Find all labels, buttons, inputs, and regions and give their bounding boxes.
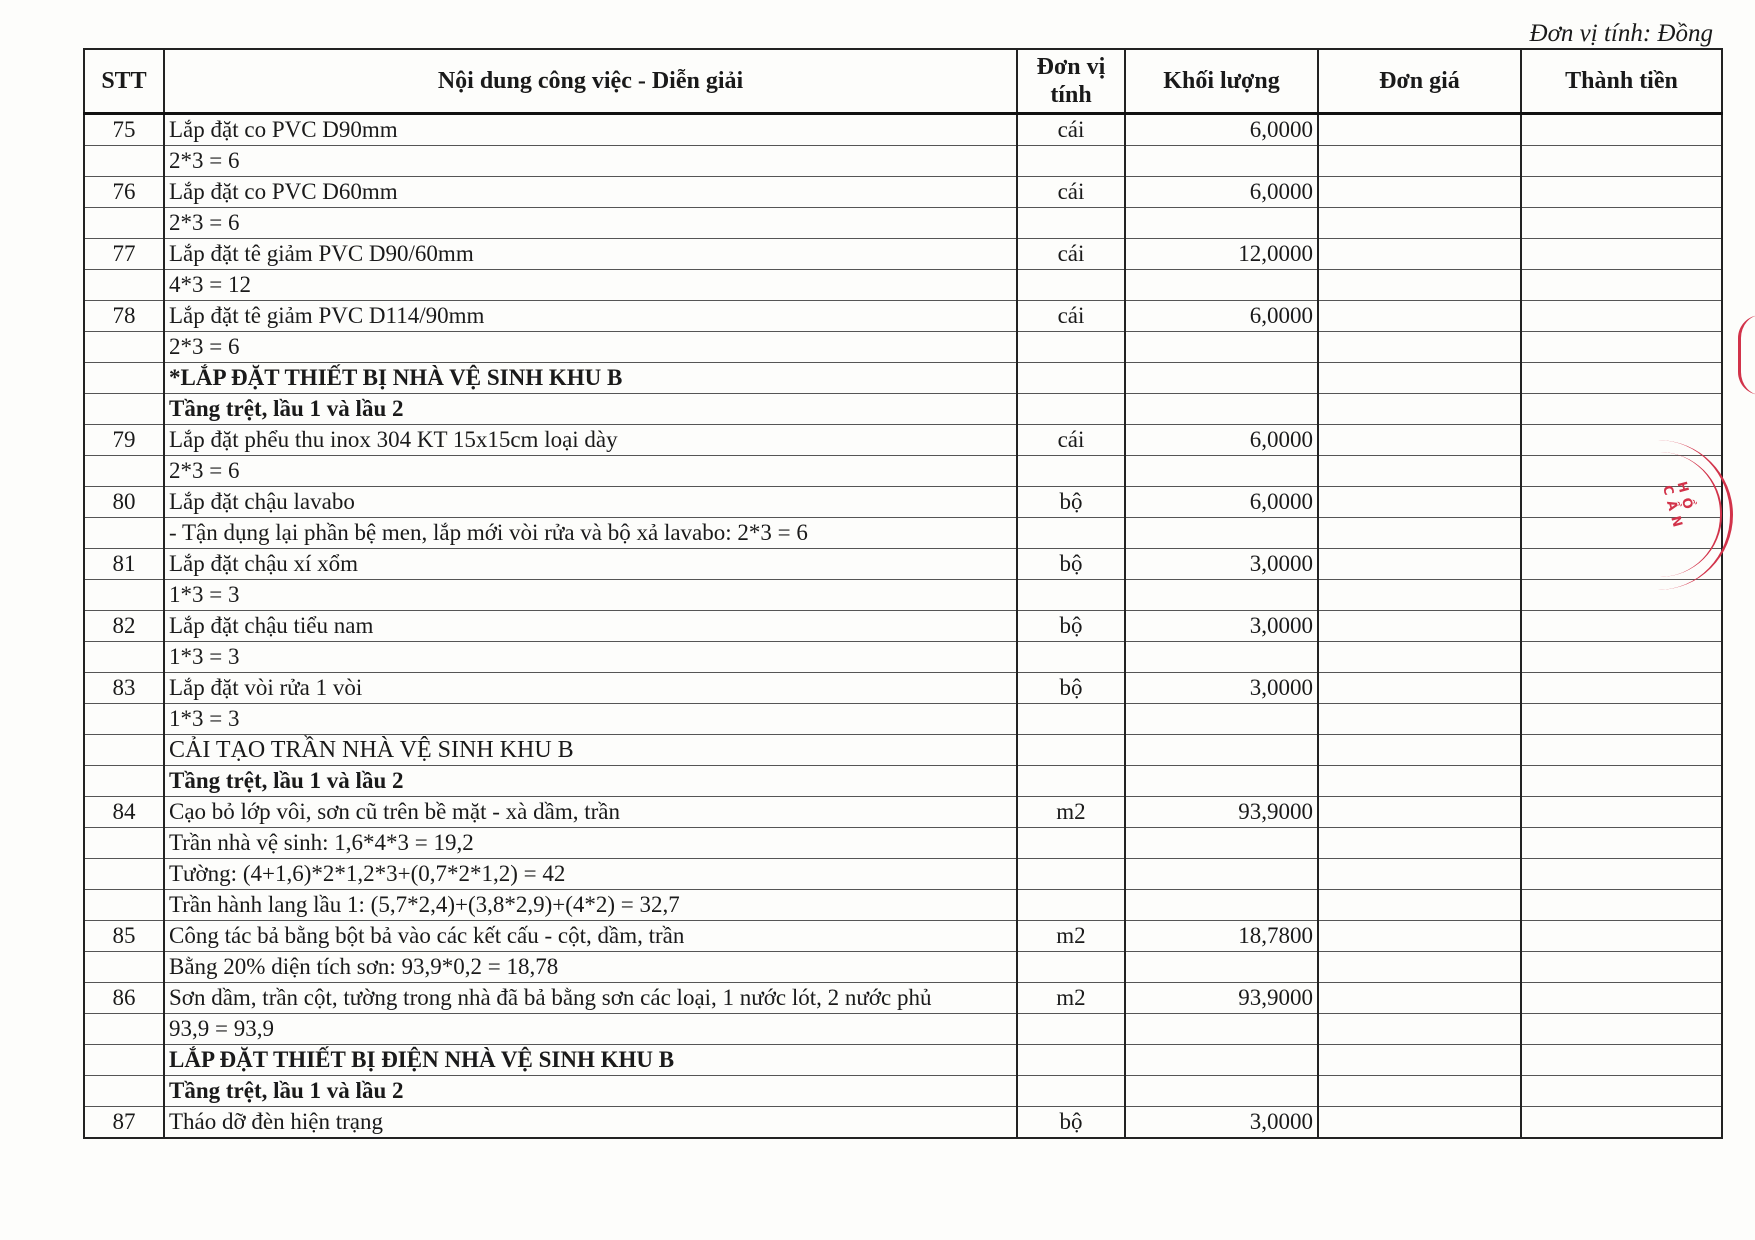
row-unit: [1017, 518, 1125, 549]
row-description: Tháo dỡ đèn hiện trạng: [164, 1107, 1017, 1139]
row-quantity: [1125, 1045, 1318, 1076]
table-row-calculation: [84, 952, 1722, 983]
row-description: 4*3 = 12: [164, 270, 1017, 301]
row-description: Tầng trệt, lầu 1 và lầu 2: [164, 766, 1017, 797]
row-quantity: [1125, 208, 1318, 239]
row-description: 2*3 = 6: [164, 332, 1017, 363]
row-unit-price: [1318, 797, 1521, 828]
row-unit-price: [1318, 177, 1521, 208]
table-row-section: [84, 1076, 1722, 1107]
row-unit: [1017, 828, 1125, 859]
table-row-calculation: [84, 146, 1722, 177]
table-row-item: [84, 425, 1722, 456]
row-stt: [84, 766, 164, 797]
row-description: 2*3 = 6: [164, 208, 1017, 239]
row-unit-price: [1318, 394, 1521, 425]
table-row-section: [84, 394, 1722, 425]
row-amount: [1521, 952, 1722, 983]
row-unit: cái: [1017, 425, 1125, 456]
row-amount: [1521, 208, 1722, 239]
row-unit-price: [1318, 239, 1521, 270]
table-row-calculation: [84, 456, 1722, 487]
row-description: Lắp đặt co PVC D90mm: [164, 114, 1017, 146]
row-stt: 87: [84, 1107, 164, 1139]
row-quantity: [1125, 766, 1318, 797]
row-quantity: 6,0000: [1125, 487, 1318, 518]
row-stt: [84, 952, 164, 983]
row-stt: [84, 642, 164, 673]
row-unit-price: [1318, 704, 1521, 735]
table-row-calculation: [84, 580, 1722, 611]
row-description: CẢI TẠO TRẦN NHÀ VỆ SINH KHU B: [164, 735, 1017, 766]
row-amount: [1521, 890, 1722, 921]
row-unit: [1017, 642, 1125, 673]
table-row-item: [84, 114, 1722, 146]
row-unit-price: [1318, 270, 1521, 301]
row-description: Lắp đặt tê giảm PVC D114/90mm: [164, 301, 1017, 332]
row-unit: [1017, 394, 1125, 425]
row-stt: [84, 1076, 164, 1107]
row-unit: [1017, 1014, 1125, 1045]
row-quantity: [1125, 1076, 1318, 1107]
row-description: Cạo bỏ lớp vôi, sơn cũ trên bề mặt - xà dầm, trần: [164, 797, 1017, 828]
row-unit: cái: [1017, 114, 1125, 146]
header-quantity: Khối lượng: [1125, 49, 1318, 114]
row-unit: bộ: [1017, 1107, 1125, 1139]
header-description: Nội dung công việc - Diễn giải: [164, 49, 1017, 114]
row-unit: [1017, 735, 1125, 766]
row-description: 2*3 = 6: [164, 456, 1017, 487]
row-amount: [1521, 766, 1722, 797]
row-description: Lắp đặt phểu thu inox 304 KT 15x15cm loại dày: [164, 425, 1017, 456]
row-unit: [1017, 1045, 1125, 1076]
row-unit: [1017, 890, 1125, 921]
row-unit: cái: [1017, 301, 1125, 332]
row-stt: [84, 332, 164, 363]
row-quantity: 3,0000: [1125, 549, 1318, 580]
row-stt: 82: [84, 611, 164, 642]
table-row-calculation: [84, 270, 1722, 301]
row-amount: [1521, 394, 1722, 425]
row-unit-price: [1318, 642, 1521, 673]
table-row-calculation: [84, 642, 1722, 673]
table-row-item: [84, 673, 1722, 704]
row-quantity: 6,0000: [1125, 301, 1318, 332]
row-description: Tầng trệt, lầu 1 và lầu 2: [164, 1076, 1017, 1107]
row-unit: m2: [1017, 797, 1125, 828]
row-quantity: [1125, 394, 1318, 425]
row-stt: [84, 828, 164, 859]
row-stt: 81: [84, 549, 164, 580]
row-unit-price: [1318, 518, 1521, 549]
row-amount: [1521, 704, 1722, 735]
table-body: [84, 114, 1722, 1139]
row-description: 2*3 = 6: [164, 146, 1017, 177]
table-row-item: [84, 239, 1722, 270]
row-description: Lắp đặt tê giảm PVC D90/60mm: [164, 239, 1017, 270]
stamp-text: HỒ CẦN: [1659, 480, 1697, 535]
row-unit-price: [1318, 611, 1521, 642]
row-description: - Tận dụng lại phần bệ men, lắp mới vòi rửa và bộ xả lavabo: 2*3 = 6: [164, 518, 1017, 549]
row-quantity: [1125, 828, 1318, 859]
row-unit: [1017, 859, 1125, 890]
row-unit-price: [1318, 983, 1521, 1014]
row-stt: 85: [84, 921, 164, 952]
row-description: Lắp đặt chậu lavabo: [164, 487, 1017, 518]
row-quantity: [1125, 363, 1318, 394]
row-amount: [1521, 611, 1722, 642]
row-stt: [84, 456, 164, 487]
table-row-calculation: [84, 208, 1722, 239]
row-unit: [1017, 766, 1125, 797]
header-unit: [1017, 49, 1125, 114]
table-row-item: [84, 177, 1722, 208]
row-quantity: 3,0000: [1125, 611, 1318, 642]
row-amount: [1521, 1076, 1722, 1107]
row-description: Trần nhà vệ sinh: 1,6*4*3 = 19,2: [164, 828, 1017, 859]
row-unit: cái: [1017, 239, 1125, 270]
table-row-item: [84, 921, 1722, 952]
row-unit-price: [1318, 859, 1521, 890]
row-amount: [1521, 642, 1722, 673]
row-description: 1*3 = 3: [164, 580, 1017, 611]
row-amount: [1521, 580, 1722, 611]
row-amount: [1521, 828, 1722, 859]
row-unit-price: [1318, 952, 1521, 983]
row-unit-price: [1318, 921, 1521, 952]
row-stt: 83: [84, 673, 164, 704]
row-unit: [1017, 146, 1125, 177]
row-stt: [84, 146, 164, 177]
row-unit: m2: [1017, 921, 1125, 952]
row-unit-price: [1318, 735, 1521, 766]
bill-of-quantities-table: [83, 48, 1723, 1139]
row-quantity: [1125, 146, 1318, 177]
row-stt: [84, 208, 164, 239]
row-unit-price: [1318, 487, 1521, 518]
row-stt: [84, 580, 164, 611]
header-unit-line1: Đơn vị: [1036, 54, 1106, 80]
row-amount: [1521, 673, 1722, 704]
table-row-section: [84, 1045, 1722, 1076]
row-unit: cái: [1017, 177, 1125, 208]
row-amount: [1521, 332, 1722, 363]
row-amount: [1521, 114, 1722, 146]
row-description: Lắp đặt vòi rửa 1 vòi: [164, 673, 1017, 704]
row-unit-price: [1318, 890, 1521, 921]
row-quantity: [1125, 642, 1318, 673]
row-unit: bộ: [1017, 611, 1125, 642]
row-stt: [84, 270, 164, 301]
row-stt: [84, 859, 164, 890]
stamp-edge-mark: [1738, 315, 1755, 395]
row-stt: [84, 704, 164, 735]
table-row-calculation: [84, 1014, 1722, 1045]
row-unit: [1017, 1076, 1125, 1107]
row-quantity: [1125, 270, 1318, 301]
table-row-item: [84, 797, 1722, 828]
row-description: *LẮP ĐẶT THIẾT BỊ NHÀ VỆ SINH KHU B: [164, 363, 1017, 394]
row-quantity: 6,0000: [1125, 114, 1318, 146]
row-unit: [1017, 332, 1125, 363]
row-amount: [1521, 270, 1722, 301]
row-quantity: 6,0000: [1125, 425, 1318, 456]
row-unit: bộ: [1017, 487, 1125, 518]
row-quantity: [1125, 952, 1318, 983]
row-stt: 84: [84, 797, 164, 828]
row-unit-price: [1318, 1107, 1521, 1139]
row-unit-price: [1318, 146, 1521, 177]
row-unit-price: [1318, 208, 1521, 239]
row-amount: [1521, 859, 1722, 890]
row-amount: [1521, 1014, 1722, 1045]
row-description: Tường: (4+1,6)*2*1,2*3+(0,7*2*1,2) = 42: [164, 859, 1017, 890]
row-unit-price: [1318, 673, 1521, 704]
row-unit-price: [1318, 456, 1521, 487]
row-unit-price: [1318, 425, 1521, 456]
row-unit: m2: [1017, 983, 1125, 1014]
row-unit: [1017, 580, 1125, 611]
row-quantity: [1125, 580, 1318, 611]
row-unit-price: [1318, 1076, 1521, 1107]
row-amount: [1521, 983, 1722, 1014]
row-unit-price: [1318, 580, 1521, 611]
row-amount: [1521, 363, 1722, 394]
row-quantity: [1125, 332, 1318, 363]
table-row-calculation: [84, 828, 1722, 859]
row-unit: bộ: [1017, 673, 1125, 704]
header-amount: Thành tiền: [1521, 49, 1722, 114]
table-row-item: [84, 301, 1722, 332]
row-unit: [1017, 363, 1125, 394]
header-stt: STT: [84, 49, 164, 114]
row-description: Trần hành lang lầu 1: (5,7*2,4)+(3,8*2,9)+(4*2) = 32,7: [164, 890, 1017, 921]
row-description: 1*3 = 3: [164, 642, 1017, 673]
table-row-section: [84, 766, 1722, 797]
row-stt: 77: [84, 239, 164, 270]
row-stt: [84, 735, 164, 766]
row-unit-price: [1318, 766, 1521, 797]
row-quantity: [1125, 1014, 1318, 1045]
row-amount: [1521, 1107, 1722, 1139]
row-stt: 75: [84, 114, 164, 146]
row-stt: 86: [84, 983, 164, 1014]
row-unit: [1017, 704, 1125, 735]
table-row-section: [84, 363, 1722, 394]
row-amount: [1521, 921, 1722, 952]
row-description: Tầng trệt, lầu 1 và lầu 2: [164, 394, 1017, 425]
table-row-calculation: [84, 859, 1722, 890]
header-unit-line2: tính: [1050, 82, 1092, 108]
row-description: Công tác bả bằng bột bả vào các kết cấu - cột, dầm, trần: [164, 921, 1017, 952]
row-unit: [1017, 208, 1125, 239]
row-unit-price: [1318, 1045, 1521, 1076]
table-row-item: [84, 1107, 1722, 1139]
row-stt: [84, 1045, 164, 1076]
row-quantity: [1125, 518, 1318, 549]
row-quantity: [1125, 456, 1318, 487]
row-quantity: 93,9000: [1125, 797, 1318, 828]
row-description: Bằng 20% diện tích sơn: 93,9*0,2 = 18,78: [164, 952, 1017, 983]
row-quantity: [1125, 859, 1318, 890]
row-amount: [1521, 797, 1722, 828]
row-stt: 78: [84, 301, 164, 332]
row-unit-price: [1318, 363, 1521, 394]
row-stt: 80: [84, 487, 164, 518]
row-description: 93,9 = 93,9: [164, 1014, 1017, 1045]
row-unit-price: [1318, 301, 1521, 332]
row-stt: [84, 518, 164, 549]
row-unit-price: [1318, 828, 1521, 859]
row-quantity: 12,0000: [1125, 239, 1318, 270]
table-row-calculation: [84, 890, 1722, 921]
row-amount: [1521, 301, 1722, 332]
row-quantity: 3,0000: [1125, 1107, 1318, 1139]
row-unit-price: [1318, 114, 1521, 146]
row-description: Lắp đặt chậu tiểu nam: [164, 611, 1017, 642]
row-description: Lắp đặt chậu xí xổm: [164, 549, 1017, 580]
table-row-calculation: [84, 704, 1722, 735]
row-unit-price: [1318, 1014, 1521, 1045]
table-row-item: [84, 983, 1722, 1014]
row-description: Sơn dầm, trần cột, tường trong nhà đã bả bằng sơn các loại, 1 nước lót, 2 nước phủ: [164, 983, 1017, 1014]
table-row-item: [84, 611, 1722, 642]
table-row-calculation: [84, 518, 1722, 549]
table-row-section: [84, 735, 1722, 766]
row-stt: [84, 1014, 164, 1045]
row-amount: [1521, 239, 1722, 270]
row-description: Lắp đặt co PVC D60mm: [164, 177, 1017, 208]
row-unit: [1017, 456, 1125, 487]
row-amount: [1521, 1045, 1722, 1076]
row-quantity: 18,7800: [1125, 921, 1318, 952]
row-stt: [84, 363, 164, 394]
row-description: 1*3 = 3: [164, 704, 1017, 735]
row-unit: bộ: [1017, 549, 1125, 580]
table-row-item: [84, 487, 1722, 518]
row-unit-price: [1318, 332, 1521, 363]
row-unit: [1017, 952, 1125, 983]
row-stt: 79: [84, 425, 164, 456]
row-quantity: 93,9000: [1125, 983, 1318, 1014]
header-unit-price: Đơn giá: [1318, 49, 1521, 114]
row-amount: [1521, 146, 1722, 177]
currency-unit-note: Đơn vị tính: Đồng: [1529, 20, 1713, 47]
row-amount: [1521, 735, 1722, 766]
table-row-calculation: [84, 332, 1722, 363]
row-stt: [84, 394, 164, 425]
row-unit: [1017, 270, 1125, 301]
row-amount: [1521, 177, 1722, 208]
row-description: LẮP ĐẶT THIẾT BỊ ĐIỆN NHÀ VỆ SINH KHU B: [164, 1045, 1017, 1076]
row-quantity: [1125, 704, 1318, 735]
row-quantity: 6,0000: [1125, 177, 1318, 208]
table-header-row: [84, 49, 1722, 114]
row-quantity: [1125, 890, 1318, 921]
row-unit-price: [1318, 549, 1521, 580]
row-stt: 76: [84, 177, 164, 208]
row-quantity: [1125, 735, 1318, 766]
table-row-item: [84, 549, 1722, 580]
row-stt: [84, 890, 164, 921]
row-quantity: 3,0000: [1125, 673, 1318, 704]
